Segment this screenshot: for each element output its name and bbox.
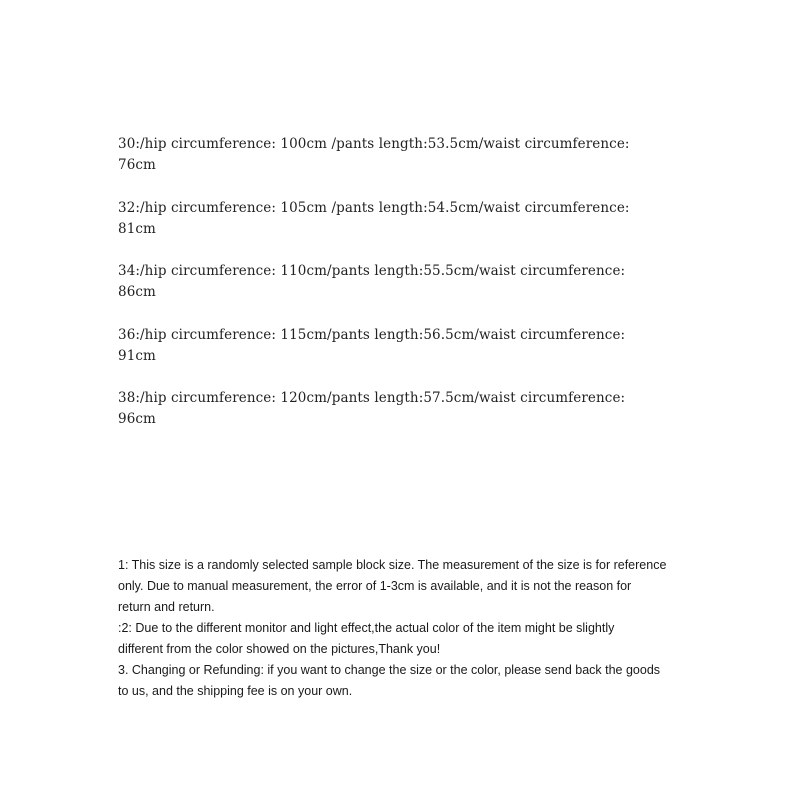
size-entry-34 xyxy=(118,261,698,303)
size-entry-waist: 76cm xyxy=(118,157,156,173)
note-line: :2: Due to the different monitor and light effect,the actual color of the item might be slightly xyxy=(118,621,615,635)
size-entry-waist: 96cm xyxy=(118,411,156,427)
size-entry-36 xyxy=(118,325,698,367)
size-chart xyxy=(118,134,698,452)
size-entry-30 xyxy=(118,134,698,176)
size-entry-32 xyxy=(118,198,698,240)
size-entry-waist: 91cm xyxy=(118,347,156,364)
note-line: only. Due to manual measurement, the error of 1-3cm is available, and it is not the reason for xyxy=(118,579,632,593)
size-entry-38 xyxy=(118,388,698,430)
note-line: 3. Changing or Refunding: if you want to change the size or the color, please send back the goods xyxy=(118,663,661,677)
size-entry-waist: 86cm xyxy=(118,284,156,300)
size-entry-text: 36:/hip circumference: 115cm/pants length:56.5cm/waist circumference: xyxy=(118,326,626,343)
note-line: different from the color showed on the pictures,Thank you! xyxy=(118,642,441,656)
size-entry-text: 34:/hip circumference: 110cm/pants length:55.5cm/waist circumference: xyxy=(118,263,626,279)
note-line: to us, and the shipping fee is on your own. xyxy=(118,684,353,698)
note-line: 1: This size is a randomly selected sample block size. The measurement of the size is for reference xyxy=(118,558,667,572)
size-entry-text: 32:/hip circumference: 105cm /pants length:54.5cm/waist circumference: xyxy=(118,199,630,216)
size-entry-text: 38:/hip circumference: 120cm/pants length:57.5cm/waist circumference: xyxy=(118,390,626,406)
size-entry-waist: 81cm xyxy=(118,220,156,237)
size-entry-text: 30:/hip circumference: 100cm /pants length:53.5cm/waist circumference: xyxy=(118,136,630,152)
notes-section xyxy=(118,555,688,702)
note-line: return and return. xyxy=(118,600,215,614)
